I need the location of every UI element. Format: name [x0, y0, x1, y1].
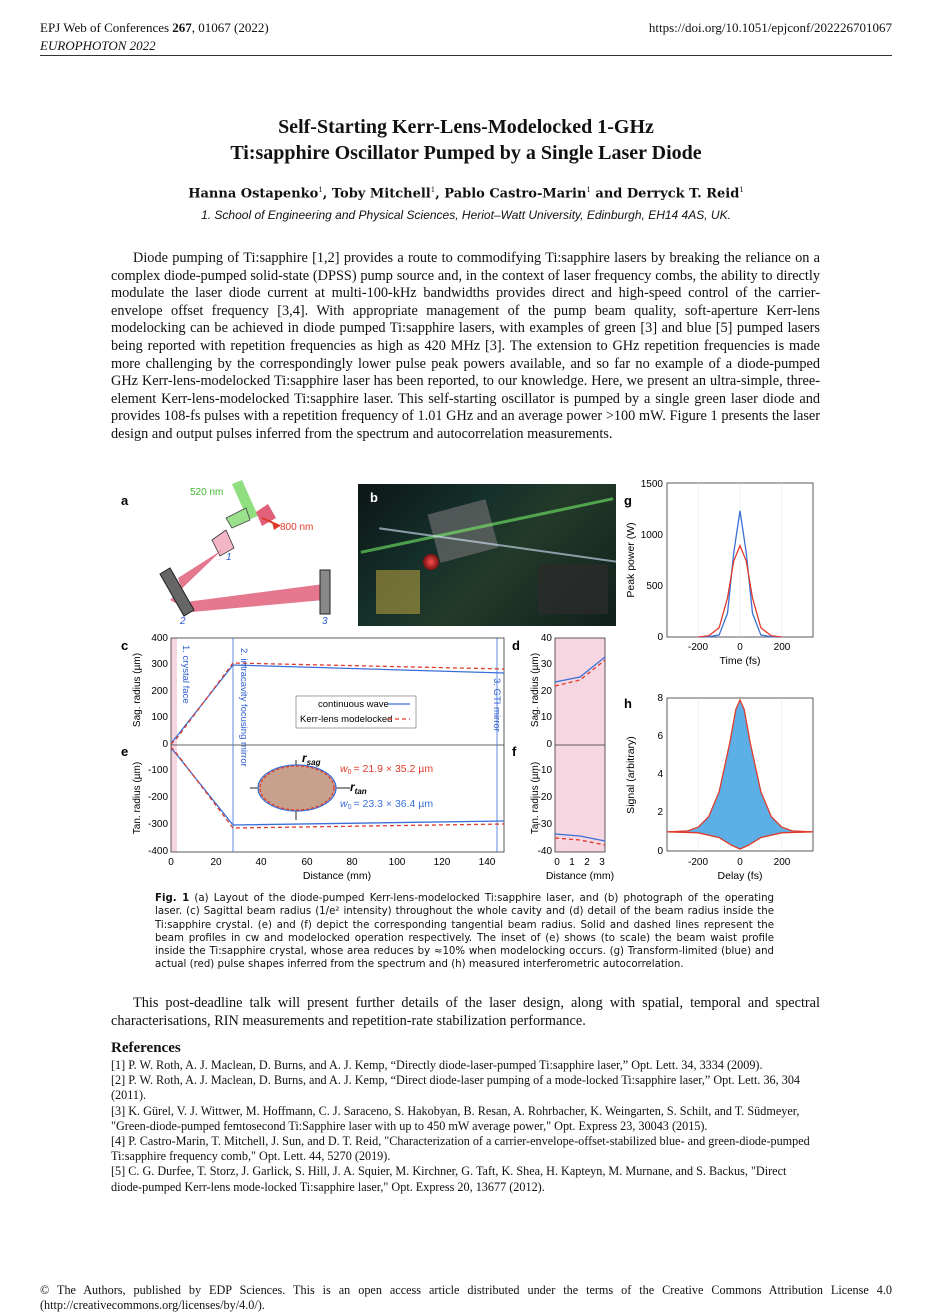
ytick-g: 0	[657, 632, 663, 643]
panel-label-f: f	[512, 744, 517, 759]
xtick-f: 1	[569, 857, 575, 868]
xlabel-f: Distance (mm)	[545, 870, 615, 882]
reference-item: [5] C. G. Durfee, T. Storz, J. Garlick, S. Hill, J. A. Squier, M. Kirchner, G. Taft, K. Shea, H. Kapteyn, M. Murnane, and S. Backus, "Direct diode-pumped Kerr-lens mode-locked Ti:sapphire laser," Opt. Express 20, 13677 (2012).	[111, 1164, 787, 1194]
article-number: , 01067 (2022)	[191, 20, 269, 35]
output-wavelength-label: 800 nm	[280, 522, 314, 533]
ytick-f: -20	[537, 792, 552, 803]
xtick-e: 120	[433, 857, 451, 868]
ytick-g: 1500	[640, 479, 663, 490]
volume: 267	[172, 20, 192, 35]
r-sag-label: $r_{sag}$	[302, 751, 321, 767]
conference-name: EUROPHOTON 2022	[40, 38, 156, 53]
reference-item: [4] P. Castro-Marin, T. Mitchell, J. Sun, and D. T. Reid, "Characterization of a carrier-envelope-offset-stabilized blue- and green-diode-pumped Ti:sapphire frequency comb," Opt. Lett. 44, 5270 (2019).	[111, 1134, 810, 1164]
waist-cw-label: w0 = 23.3 × 36.4 µm	[340, 798, 434, 811]
figure-caption	[155, 892, 774, 972]
xtick-e: 0	[168, 857, 174, 868]
xtick-h: 200	[773, 857, 791, 868]
ytick-d: 30	[540, 659, 552, 670]
ytick-c: 100	[151, 712, 168, 723]
ytick-c: 400	[151, 633, 168, 644]
ytick-d: 0	[546, 739, 552, 750]
panel-label-h: h	[624, 696, 632, 711]
ytick-f: -10	[537, 765, 552, 776]
xtick-e: 40	[255, 857, 267, 868]
ylabel-g: Peak power (W)	[625, 522, 637, 598]
panel-label-g: g	[624, 493, 632, 508]
panel-label-b: b	[370, 490, 378, 505]
title-line-2: Ti:sapphire Oscillator Pumped by a Single Laser Diode	[230, 142, 702, 164]
mirror-label-1: 1	[226, 552, 232, 563]
xtick-f: 2	[584, 857, 590, 868]
legend	[296, 696, 416, 728]
legend-kl-label: Kerr-lens modelocked	[300, 714, 393, 725]
xtick-e: 140	[478, 857, 496, 868]
ytick-c: 0	[162, 739, 168, 750]
marker-gti-mirror: 3. GTI mirror	[491, 678, 502, 732]
xtick-e: 100	[388, 857, 406, 868]
beam-waist-inset	[250, 760, 350, 820]
xtick-g: 200	[773, 642, 791, 653]
affiliation-marker: 1	[430, 186, 436, 194]
ytick-c: 200	[151, 686, 168, 697]
ylabel-f: Tan. radius (µm)	[530, 761, 541, 835]
pump-wavelength-label: 520 nm	[190, 487, 224, 498]
paper-title	[40, 114, 892, 166]
ytick-e: -100	[147, 765, 168, 776]
abstract-paragraph: Diode pumping of Ti:sapphire [1,2] provides a route to commodifying Ti:sapphire lasers by breaking the reliance on a complex diode-pumped solid-state (DPSS) pump source and, in the context of laser frequency combs, the ability to directly modulate the laser diode current at multi-100-kHz bandwidths provides direct and high-speed control of the carrier-envelope offset frequency [3,4]. With appropriate management of the pump beam quality, soft-aperture Kerr-lens modelocking can be achieved in diode pumped Ti:sapphire lasers, with examples of green [3] and blue [5] pumped lasers being reported with repetition frequencies as high as 420 MHz [3]. The extension to GHz repetition frequencies is made more challenging by the correspondingly lower pulse peak powers available, and so far no example of a diode-pumped GHz Kerr-lens-modelocked Ti:sapphire laser has been reported, to our knowledge. Here, we present an ultra-simple, three-element Kerr-lens-modelocked Ti:sapphire laser. This self-starting oscillator is pumped by a single green laser diode and provides 108-fs pulses with a repetition frequency of 1.01 GHz and an average power >100 mW. Figure 1 presents the laser design and output pulses inferred from the spectrum and autocorrelation measurements.	[111, 250, 820, 442]
doi-link[interactable]: https://doi.org/10.1051/epjconf/202226701067	[648, 20, 892, 35]
panel-label-c: c	[121, 638, 129, 653]
affiliation-marker: 1	[739, 186, 744, 194]
ytick-d: 10	[540, 712, 552, 723]
affiliation: 1. School of Engineering and Physical Sciences, Heriot–Watt University, Edinburgh, EH14 4AS, UK.	[201, 208, 731, 222]
caption-label: Fig. 1	[155, 893, 190, 904]
author: Hanna Ostapenko	[188, 186, 319, 202]
header-rule	[40, 55, 892, 56]
reference-item: [3] K. Gürel, V. J. Wittwer, M. Hoffmann, C. J. Saraceno, S. Hakobyan, B. Resan, A. Rohrbacher, K. Weingarten, S. Schilt, and T. Südmeyer, "Green-diode-pumped femtosecond Ti:Sapphire laser with up to 450 mW average power," Opt. Express 23, 30043 (2015).	[111, 1103, 800, 1133]
ylabel-d: Sag. radius (µm)	[530, 652, 541, 728]
title-line-1: Self-Starting Kerr-Lens-Modelocked 1-GHz	[278, 116, 654, 138]
ytick-d: 40	[540, 633, 552, 644]
mirror-label-3: 3	[322, 616, 328, 627]
panel-label-e: e	[121, 744, 129, 759]
author: Toby Mitchell	[331, 186, 431, 202]
ytick-f: -40	[537, 846, 552, 857]
xtick-f: 3	[599, 857, 605, 868]
xlabel-g: Time (fs)	[719, 655, 761, 667]
ytick-g: 500	[646, 581, 663, 592]
separator: ,	[322, 186, 332, 202]
affiliation-marker: 1	[586, 186, 591, 194]
ytick-e: -200	[147, 792, 168, 803]
marker-crystal-face: 1. crystal face	[180, 645, 191, 704]
tan-cw-curve	[171, 748, 504, 825]
separator: ,	[435, 186, 445, 202]
ylabel-e: Tan. radius (µm)	[132, 761, 143, 835]
ytick-e: -400	[147, 846, 168, 857]
affiliation-marker: 1	[318, 186, 323, 194]
caption-text: (a) Layout of the diode-pumped Kerr-lens-modelocked Ti:sapphire laser, and (b) photograph of the operating laser. (c) Sagittal beam radius (1/e² intensity) throughout the whole cavity and (d) detail of the beam radius inside the Ti:sapphire crystal. (e) and (f) depict the corresponding tangential beam radius. Solid and dashed lines represent the beam profiles in cw and modelocked operation respectively. The inset of (e) shows (to scale) the beam waist profile inside the Ti:sapphire crystal, whose area reduces by ≈10% when modelocking occurs. (g) Transform-limited (blue) and actual (red) pulse shapes inferred from the spectrum and (h) measured interferometric autocorrelation.	[155, 893, 774, 971]
r-tan-label: $r_{tan}$	[350, 780, 367, 796]
mirror-label-2: 2	[180, 616, 186, 627]
xlabel-h: Delay (fs)	[717, 870, 763, 882]
license-footer: © The Authors, published by EDP Sciences. This is an open access article distributed under the terms of the Creative Commons Attribution License 4.0 (http://creativecommons.org/licenses/by/4.0/).	[40, 1283, 892, 1312]
separator: and	[590, 186, 627, 202]
reference-item: [2] P. W. Roth, A. J. Maclean, D. Burns, and A. J. Kemp, “Direct diode-laser pumping of a mode-locked Ti:sapphire laser,” Opt. Lett. 36, 304 (2011).	[111, 1073, 801, 1103]
xlabel-e: Distance (mm)	[302, 870, 372, 882]
ytick-g: 1000	[640, 530, 663, 541]
xtick-f: 0	[554, 857, 560, 868]
journal-line	[40, 20, 269, 36]
author: Derryck T. Reid	[626, 186, 740, 202]
closing-paragraph: This post-deadline talk will present further details of the laser design, along with spatial, temporal and spectral characterisations, RIN measurements and repetition-rate stabilization performance.	[111, 995, 820, 1029]
ytick-f: -30	[537, 819, 552, 830]
ytick-h: 0	[657, 846, 663, 857]
ylabel-h: Signal (arbitrary)	[625, 736, 637, 814]
xtick-e: 80	[346, 857, 358, 868]
xtick-g: -200	[687, 642, 709, 653]
ytick-c: 300	[151, 659, 168, 670]
author: Pablo Castro-Marin	[444, 186, 587, 202]
waist-kl-label: w0 = 21.9 × 35.2 µm	[340, 763, 434, 776]
ytick-h: 2	[657, 807, 663, 818]
panel-label-d: d	[512, 638, 520, 653]
cavity-layout-diagram	[160, 480, 330, 616]
xtick-e: 60	[301, 857, 313, 868]
ytick-h: 6	[657, 731, 663, 742]
xtick-g: 0	[737, 642, 743, 653]
ytick-h: 4	[657, 769, 663, 780]
author-list	[40, 186, 892, 201]
panel-label-a: a	[121, 493, 129, 508]
ylabel-c: Sag. radius (µm)	[132, 652, 143, 728]
ytick-h: 8	[657, 693, 663, 704]
reference-list	[111, 1058, 820, 1195]
reference-item: [1] P. W. Roth, A. J. Maclean, D. Burns, and A. J. Kemp, “Directly diode-laser-pumped Ti:sapphire laser,” Opt. Lett. 34, 3334 (2009).	[111, 1058, 763, 1072]
journal-name: EPJ Web of Conferences	[40, 20, 173, 35]
marker-focusing-mirror: 2. intracavity focusing mirror	[238, 648, 249, 767]
legend-cw-label: continuous wave	[318, 699, 389, 710]
references-heading: References	[111, 1040, 181, 1056]
ytick-e: -300	[147, 819, 168, 830]
xtick-e: 20	[210, 857, 222, 868]
ytick-d: 20	[540, 686, 552, 697]
xtick-h: 0	[737, 857, 743, 868]
panel-label-b-wrap	[358, 484, 398, 508]
xtick-h: -200	[687, 857, 709, 868]
